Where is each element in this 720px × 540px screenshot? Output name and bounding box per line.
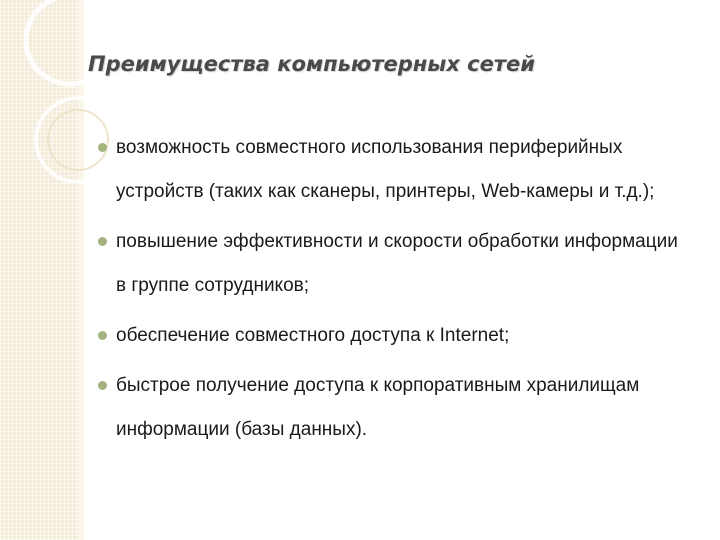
bullet-text: быстрое получение доступа к корпоративным хранилищам информации (базы данных).	[116, 375, 640, 440]
bullet-item-efficiency	[98, 220, 688, 308]
bullet-dot-icon	[98, 381, 107, 390]
bullet-dot-icon	[98, 143, 107, 152]
bullet-text: повышение эффективности и скорости обработки информации в группе сотрудников;	[116, 231, 678, 296]
bullet-item-corporate-storage	[98, 364, 688, 452]
bullet-text: возможность совместного использования периферийных устройств (таких как сканеры, принтеры, Web-камеры и т.д.);	[116, 137, 655, 202]
bullet-list	[98, 126, 688, 458]
bullet-text: обеспечение совместного доступа к Internet;	[116, 325, 510, 346]
slide-title: Преимущества компьютерных сетей	[88, 52, 535, 76]
bullet-dot-icon	[98, 237, 107, 246]
bullet-item-internet-access	[98, 314, 688, 358]
bullet-item-shared-peripherals	[98, 126, 688, 214]
bullet-dot-icon	[98, 331, 107, 340]
